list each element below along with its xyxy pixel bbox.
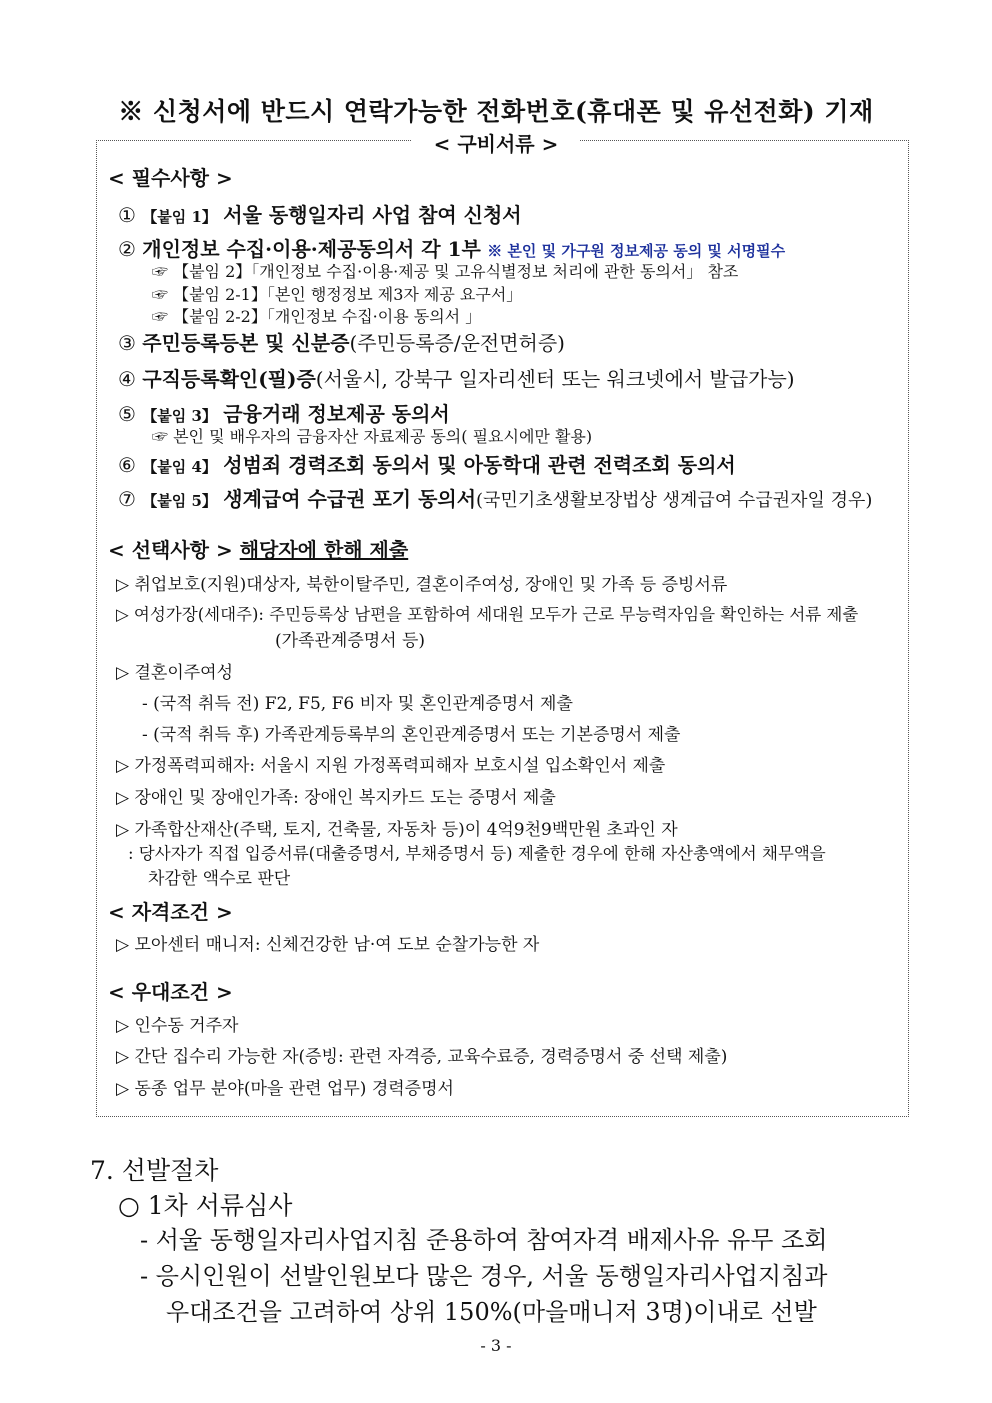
section-7-line-2: - 응시인원이 선발인원보다 많은 경우, 서울 동행일자리사업지침과 [140,1262,828,1290]
required-item-3: ③ 주민등록등본 및 신분증(주민등록증/운전면허증) [118,331,565,355]
preference-item-1: ▷ 인수동 거주자 [116,1016,239,1036]
box-title: < 구비서류 > [0,128,992,157]
optional-item-6-sub-2: 차감한 액수로 판단 [148,869,291,889]
optional-item-4: ▷ 가정폭력피해자: 서울시 지원 가정폭력피해자 보호시설 입소확인서 제출 [116,756,666,776]
required-heading: < 필수사항 > [108,166,233,190]
required-item-2: ② 개인정보 수집·이용·제공동의서 각 1부 ※ 본인 및 가구원 정보제공 동의 및 서명필수 [118,237,786,261]
optional-item-2: ▷ 여성가장(세대주): 주민등록상 남편을 포함하여 세대원 모두가 근로 무능력자임을 확인하는 서류 제출 [116,605,859,624]
section-7-line-1: - 서울 동행일자리사업지침 준용하여 참여자격 배제사유 유무 조회 [140,1226,828,1254]
required-item-2-sub-1: ☞ 【붙임 2】「개인정보 수집·이용·제공 및 고유식별정보 처리에 관한 동의서」 참조 [152,262,739,281]
optional-item-6-sub-1: : 당사자가 직접 입증서류(대출증명서, 부채증명서 등) 제출한 경우에 한해 자산총액에서 채무액을 [128,844,826,863]
optional-item-1: ▷ 취업보호(지원)대상자, 북한이탈주민, 결혼이주여성, 장애인 및 가족 등 증빙서류 [116,575,728,595]
optional-heading: < 선택사항 > 해당자에 한해 제출 [108,538,409,562]
section-7-line-3: 우대조건을 고려하여 상위 150%(마을매니저 3명)이내로 선발 [166,1298,817,1326]
section-7-step: ○ 1차 서류심사 [118,1191,293,1220]
qualification-item-1: ▷ 모아센터 매니저: 신체건강한 남·여 도보 순찰가능한 자 [116,935,540,955]
required-item-2-sub-3: ☞ 【붙임 2-2】「개인정보 수집·이용 동의서 」 [152,307,482,326]
required-item-7: ⑦ 【붙임 5】 생계급여 수급권 포기 동의서(국민기초생활보장법상 생계급여 수급권자일 경우) [118,487,873,511]
optional-item-3-sub-2: - (국적 취득 후) 가족관계등록부의 혼인관계증명서 또는 기본증명서 제출 [142,725,681,745]
optional-item-5: ▷ 장애인 및 장애인가족: 장애인 복지카드 도는 증명서 제출 [116,788,556,808]
optional-item-6: ▷ 가족합산재산(주택, 토지, 건축물, 자동차 등)이 4억9천9백만원 초과인 자 [116,820,678,840]
required-item-1: ① 【붙임 1】 서울 동행일자리 사업 참여 신청서 [118,203,522,227]
preference-item-3: ▷ 동종 업무 분야(마을 관련 업무) 경력증명서 [116,1079,454,1099]
optional-item-3: ▷ 결혼이주여성 [116,663,234,683]
required-item-6: ⑥ 【붙임 4】 성범죄 경력조회 동의서 및 아동학대 관련 전력조회 동의서 [118,453,736,477]
preference-heading: < 우대조건 > [108,980,233,1004]
optional-item-3-sub-1: - (국적 취득 전) F2, F5, F6 비자 및 혼인관계증명서 제출 [142,694,573,714]
section-7-title: 7. 선발절차 [90,1156,219,1185]
required-item-2-sub-2: ☞ 【붙임 2-1】「본인 행정정보 제3자 제공 요구서」 [152,285,523,304]
required-item-5-sub: ☞ 본인 및 배우자의 금융자산 자료제공 동의( 필요시에만 활용) [152,427,593,446]
qualification-heading: < 자격조건 > [108,900,233,924]
page-number: - 3 - [480,1336,512,1355]
preference-item-2: ▷ 간단 집수리 가능한 자(증빙: 관련 자격증, 교육수료증, 경력증명서 중 선택 제출) [116,1047,728,1067]
optional-item-2-cont: (가족관계증명서 등) [275,631,426,651]
required-item-4: ④ 구직등록확인(필)증(서울시, 강북구 일자리센터 또는 워크넷에서 발급가능) [118,367,795,391]
required-item-5: ⑤ 【붙임 3】 금융거래 정보제공 동의서 [118,402,450,426]
notice-heading: ※ 신청서에 반드시 연락가능한 전화번호(휴대폰 및 유선전화) 기재 [118,97,874,126]
